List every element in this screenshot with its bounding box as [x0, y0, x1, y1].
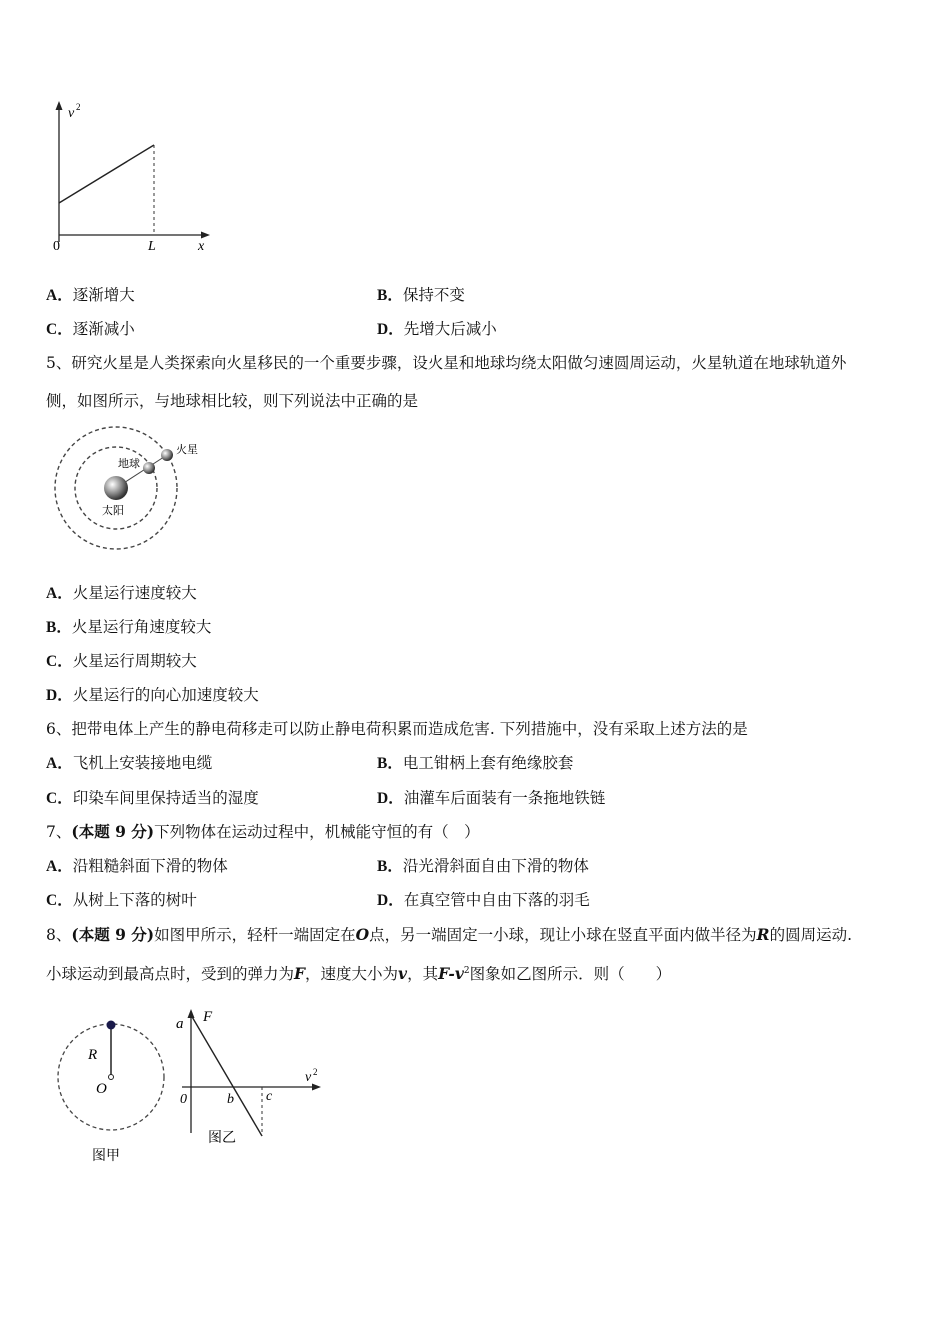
pivot [109, 1075, 114, 1080]
mars [161, 449, 173, 461]
q7-option-a[interactable]: A．沿粗糙斜面下滑的物体 [46, 857, 228, 875]
q4-option-d[interactable]: D．先增大后减小 [377, 320, 497, 338]
q7-option-c[interactable]: C．从树上下落的树叶 [46, 891, 197, 909]
q5-option-c[interactable]: C．火星运行周期较大 [46, 652, 197, 670]
orbit-figure [50, 425, 210, 555]
earth-label: 地球 [118, 458, 140, 470]
mars-label: 火星 [176, 444, 198, 456]
q6-option-c[interactable]: C．印染车间里保持适当的湿度 [46, 789, 259, 807]
q6-option-a[interactable]: A．飞机上安装接地电缆 [46, 754, 213, 772]
q8-stem-line1: 8、(本题 9 分)如图甲所示，轻杆一端固定在O点，另一端固定一小球，现让小球在竖直平面内做半径为R的圆周运动. [46, 925, 852, 944]
O-label: O [96, 1081, 107, 1097]
svg-text:2: 2 [76, 102, 81, 112]
q7-stem: 7、(本题 9 分)下列物体在运动过程中，机械能守恒的有（ ） [46, 822, 480, 841]
b-label: b [227, 1092, 234, 1107]
sun [104, 476, 128, 500]
L-label: L [148, 239, 156, 254]
x-axis-label: x [198, 239, 205, 254]
c-label: c [266, 1089, 273, 1104]
q8-stem-line2: 小球运动到最高点时，受到的弹力为F，速度大小为v，其$F-v^2$图象如乙图所示．则（ ） [46, 964, 672, 984]
caption-jia: 图甲 [92, 1149, 120, 1164]
F-line [191, 1015, 262, 1136]
q6-option-d[interactable]: D．油灌车后面装有一条拖地铁链 [377, 789, 606, 807]
q7-option-d[interactable]: D．在真空管中自由下落的羽毛 [377, 891, 590, 909]
q4-option-b[interactable]: B．保持不变 [377, 286, 465, 304]
q5-option-a[interactable]: A．火星运行速度较大 [46, 584, 197, 602]
q5-option-b[interactable]: B．火星运行角速度较大 [46, 618, 212, 636]
q7-option-b[interactable]: B．沿光滑斜面自由下滑的物体 [377, 857, 589, 875]
a-label: a [176, 1016, 184, 1032]
q5-stem-line2: 侧，如图所示，与地球相比较，则下列说法中正确的是 [46, 392, 419, 410]
figure-jia [50, 1015, 180, 1170]
origin-label: 0 [53, 239, 60, 254]
y-axis-label: v [68, 106, 75, 121]
sun-label: 太阳 [102, 505, 124, 517]
zero-label: 0 [180, 1092, 187, 1107]
F-label: F [203, 1009, 213, 1025]
v2-line [59, 145, 154, 203]
q5-stem-line1: 5、研究火星是人类探索向火星移民的一个重要步骤，设火星和地球均绕太阳做匀速圆周运动，火星轨道在地球轨道外 [46, 354, 847, 372]
figure-yi [170, 1005, 330, 1150]
q4-option-a[interactable]: A．逐渐增大 [46, 286, 135, 304]
caption-yi: 图乙 [208, 1131, 236, 1146]
svg-text:2: 2 [313, 1067, 318, 1077]
v2-x-graph [40, 95, 230, 260]
v2-label: v [305, 1070, 312, 1085]
q4-option-c[interactable]: C．逐渐减小 [46, 320, 135, 338]
q6-stem: 6、把带电体上产生的静电荷移走可以防止静电荷积累而造成危害. 下列措施中，没有采取上述方法的是 [46, 720, 748, 738]
q6-option-b[interactable]: B．电工钳柄上套有绝缘胶套 [377, 754, 574, 772]
q5-option-d[interactable]: D．火星运行的向心加速度较大 [46, 686, 259, 704]
R-label: R [88, 1047, 98, 1063]
earth [143, 462, 155, 474]
ball [107, 1021, 116, 1030]
